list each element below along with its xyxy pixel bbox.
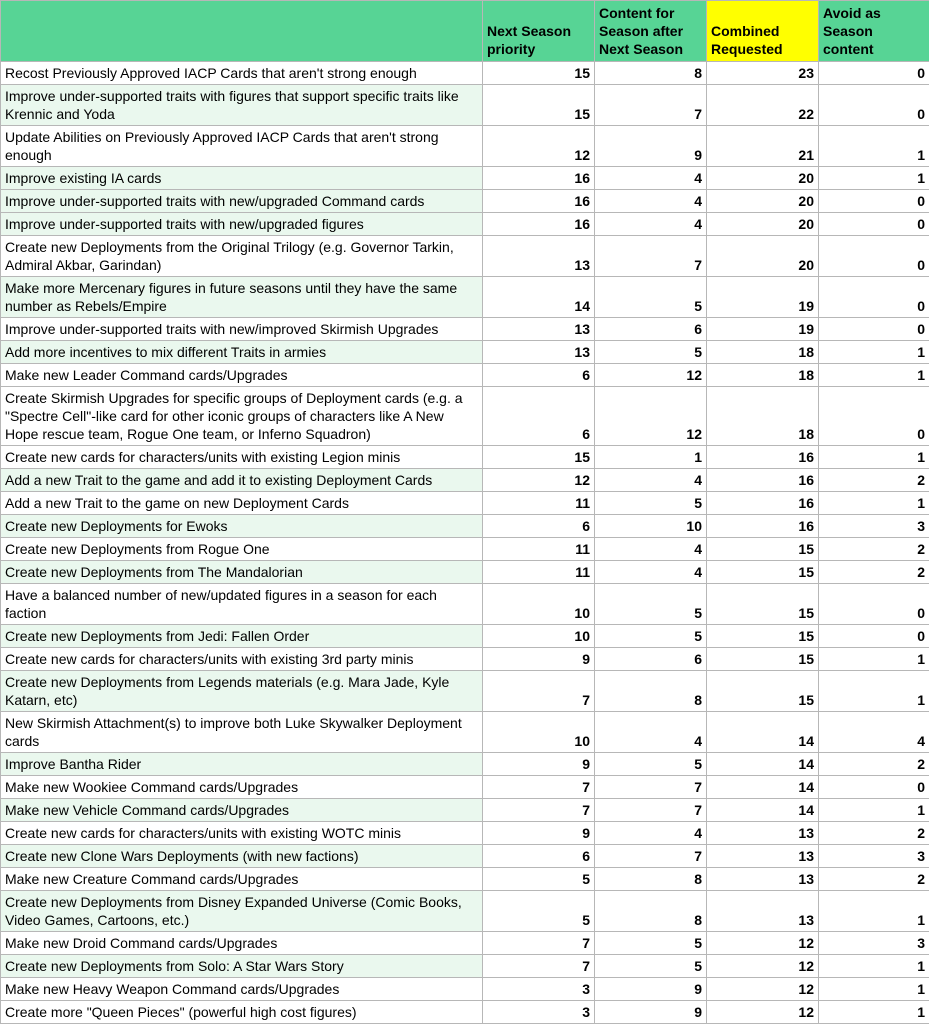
season-after-value: 5	[595, 753, 707, 776]
next-season-priority-value: 7	[483, 955, 595, 978]
next-season-priority-value: 9	[483, 753, 595, 776]
next-season-priority-value: 9	[483, 822, 595, 845]
next-season-priority-value: 16	[483, 167, 595, 190]
next-season-priority-value: 15	[483, 446, 595, 469]
header-cell-combined: Combined Requested	[707, 1, 819, 62]
table-row	[1, 932, 929, 955]
combined-requested-value: 23	[707, 62, 819, 85]
row-description: Improve under-supported traits with new/improved Skirmish Upgrades	[1, 318, 483, 341]
next-season-priority-value: 14	[483, 277, 595, 318]
table-row	[1, 236, 929, 277]
table-row	[1, 446, 929, 469]
row-description: Create new Deployments from Jedi: Fallen Order	[1, 625, 483, 648]
next-season-priority-value: 6	[483, 845, 595, 868]
avoid-value: 0	[819, 213, 929, 236]
avoid-value: 1	[819, 1001, 929, 1024]
combined-requested-value: 16	[707, 492, 819, 515]
avoid-value: 2	[819, 868, 929, 891]
avoid-value: 0	[819, 776, 929, 799]
season-after-value: 8	[595, 671, 707, 712]
row-description: Make new Creature Command cards/Upgrades	[1, 868, 483, 891]
season-after-value: 8	[595, 868, 707, 891]
avoid-value: 3	[819, 845, 929, 868]
avoid-value: 1	[819, 799, 929, 822]
table-row	[1, 364, 929, 387]
combined-requested-value: 13	[707, 845, 819, 868]
row-description: Create new Deployments from The Mandalorian	[1, 561, 483, 584]
season-after-value: 4	[595, 213, 707, 236]
row-description: Create more "Queen Pieces" (powerful high cost figures)	[1, 1001, 483, 1024]
avoid-value: 2	[819, 753, 929, 776]
table-row	[1, 868, 929, 891]
header-cell-description	[1, 1, 483, 62]
combined-requested-value: 16	[707, 446, 819, 469]
season-after-value: 8	[595, 891, 707, 932]
season-after-value: 5	[595, 277, 707, 318]
avoid-value: 1	[819, 648, 929, 671]
next-season-priority-value: 9	[483, 648, 595, 671]
season-after-value: 5	[595, 341, 707, 364]
combined-requested-value: 20	[707, 236, 819, 277]
table-row	[1, 978, 929, 1001]
table-row	[1, 492, 929, 515]
combined-requested-value: 20	[707, 167, 819, 190]
avoid-value: 0	[819, 85, 929, 126]
season-after-value: 7	[595, 799, 707, 822]
avoid-value: 3	[819, 932, 929, 955]
combined-requested-value: 12	[707, 955, 819, 978]
combined-requested-value: 19	[707, 318, 819, 341]
season-after-value: 9	[595, 126, 707, 167]
combined-requested-value: 15	[707, 625, 819, 648]
row-description: Make new Heavy Weapon Command cards/Upgrades	[1, 978, 483, 1001]
next-season-priority-value: 6	[483, 387, 595, 446]
combined-requested-value: 12	[707, 978, 819, 1001]
table-row	[1, 671, 929, 712]
table-row	[1, 845, 929, 868]
combined-requested-value: 18	[707, 341, 819, 364]
avoid-value: 1	[819, 446, 929, 469]
avoid-value: 3	[819, 515, 929, 538]
next-season-priority-value: 16	[483, 213, 595, 236]
table-row	[1, 318, 929, 341]
next-season-priority-value: 13	[483, 341, 595, 364]
combined-requested-value: 19	[707, 277, 819, 318]
row-description: Create new Deployments for Ewoks	[1, 515, 483, 538]
row-description: Create new Deployments from Legends materials (e.g. Mara Jade, Kyle Katarn, etc)	[1, 671, 483, 712]
next-season-priority-value: 3	[483, 1001, 595, 1024]
table-row	[1, 891, 929, 932]
row-description: Create Skirmish Upgrades for specific groups of Deployment cards (e.g. a "Spectre Cell"-like card for other iconic groups of characters like A New Hope rescue team, Rogue One team, or Inferno Squadron)	[1, 387, 483, 446]
row-description: Create new Deployments from Disney Expanded Universe (Comic Books, Video Games, Cartoons, etc.)	[1, 891, 483, 932]
avoid-value: 1	[819, 955, 929, 978]
combined-requested-value: 21	[707, 126, 819, 167]
header-cell-season-after: Content for Season after Next Season	[595, 1, 707, 62]
season-after-value: 1	[595, 446, 707, 469]
combined-requested-value: 15	[707, 648, 819, 671]
avoid-value: 0	[819, 277, 929, 318]
avoid-value: 2	[819, 469, 929, 492]
season-after-value: 7	[595, 776, 707, 799]
avoid-value: 1	[819, 978, 929, 1001]
combined-requested-value: 20	[707, 213, 819, 236]
next-season-priority-value: 10	[483, 712, 595, 753]
season-after-value: 9	[595, 1001, 707, 1024]
avoid-value: 1	[819, 341, 929, 364]
header-cell-next-season: Next Season priority	[483, 1, 595, 62]
row-description: New Skirmish Attachment(s) to improve both Luke Skywalker Deployment cards	[1, 712, 483, 753]
next-season-priority-value: 12	[483, 469, 595, 492]
row-description: Create new cards for characters/units with existing 3rd party minis	[1, 648, 483, 671]
next-season-priority-value: 13	[483, 236, 595, 277]
combined-requested-value: 16	[707, 515, 819, 538]
next-season-priority-value: 11	[483, 561, 595, 584]
table-row	[1, 799, 929, 822]
next-season-priority-value: 3	[483, 978, 595, 1001]
table-row	[1, 126, 929, 167]
row-description: Add more incentives to mix different Traits in armies	[1, 341, 483, 364]
table-row	[1, 776, 929, 799]
combined-requested-value: 12	[707, 1001, 819, 1024]
season-after-value: 4	[595, 822, 707, 845]
next-season-priority-value: 7	[483, 932, 595, 955]
season-after-value: 4	[595, 190, 707, 213]
combined-requested-value: 12	[707, 932, 819, 955]
avoid-value: 0	[819, 625, 929, 648]
table-row	[1, 712, 929, 753]
avoid-value: 2	[819, 822, 929, 845]
season-after-value: 6	[595, 318, 707, 341]
season-after-value: 4	[595, 167, 707, 190]
next-season-priority-value: 10	[483, 584, 595, 625]
combined-requested-value: 18	[707, 364, 819, 387]
combined-requested-value: 18	[707, 387, 819, 446]
row-description: Make new Leader Command cards/Upgrades	[1, 364, 483, 387]
season-after-value: 5	[595, 492, 707, 515]
row-description: Improve Bantha Rider	[1, 753, 483, 776]
season-after-value: 5	[595, 625, 707, 648]
avoid-value: 1	[819, 167, 929, 190]
table-row	[1, 648, 929, 671]
season-after-value: 5	[595, 955, 707, 978]
row-description: Make more Mercenary figures in future seasons until they have the same number as Rebels/Empire	[1, 277, 483, 318]
table-row	[1, 85, 929, 126]
table-row	[1, 62, 929, 85]
next-season-priority-value: 11	[483, 492, 595, 515]
avoid-value: 0	[819, 584, 929, 625]
combined-requested-value: 16	[707, 469, 819, 492]
row-description: Recost Previously Approved IACP Cards that aren't strong enough	[1, 62, 483, 85]
table-row	[1, 469, 929, 492]
row-description: Create new Deployments from the Original Trilogy (e.g. Governor Tarkin, Admiral Akbar, Garindan)	[1, 236, 483, 277]
row-description: Have a balanced number of new/updated figures in a season for each faction	[1, 584, 483, 625]
next-season-priority-value: 7	[483, 799, 595, 822]
combined-requested-value: 20	[707, 190, 819, 213]
combined-requested-value: 15	[707, 561, 819, 584]
row-description: Add a new Trait to the game and add it to existing Deployment Cards	[1, 469, 483, 492]
next-season-priority-value: 11	[483, 538, 595, 561]
next-season-priority-value: 16	[483, 190, 595, 213]
next-season-priority-value: 15	[483, 62, 595, 85]
avoid-value: 0	[819, 190, 929, 213]
avoid-value: 0	[819, 387, 929, 446]
header-cell-avoid: Avoid as Season content	[819, 1, 929, 62]
season-after-value: 4	[595, 712, 707, 753]
season-after-value: 8	[595, 62, 707, 85]
avoid-value: 0	[819, 236, 929, 277]
combined-requested-value: 22	[707, 85, 819, 126]
table-row	[1, 213, 929, 236]
avoid-value: 1	[819, 891, 929, 932]
season-after-value: 6	[595, 648, 707, 671]
avoid-value: 2	[819, 561, 929, 584]
table-row	[1, 753, 929, 776]
table-row	[1, 387, 929, 446]
season-after-value: 7	[595, 85, 707, 126]
row-description: Create new cards for characters/units with existing WOTC minis	[1, 822, 483, 845]
combined-requested-value: 13	[707, 891, 819, 932]
season-after-value: 4	[595, 538, 707, 561]
row-description: Create new cards for characters/units with existing Legion minis	[1, 446, 483, 469]
next-season-priority-value: 7	[483, 671, 595, 712]
combined-requested-value: 15	[707, 671, 819, 712]
row-description: Improve under-supported traits with figures that support specific traits like Krennic and Yoda	[1, 85, 483, 126]
avoid-value: 1	[819, 671, 929, 712]
avoid-value: 1	[819, 364, 929, 387]
avoid-value: 1	[819, 492, 929, 515]
table-row	[1, 584, 929, 625]
avoid-value: 1	[819, 126, 929, 167]
combined-requested-value: 15	[707, 538, 819, 561]
row-description: Make new Vehicle Command cards/Upgrades	[1, 799, 483, 822]
season-after-value: 10	[595, 515, 707, 538]
season-after-value: 12	[595, 364, 707, 387]
row-description: Create new Clone Wars Deployments (with new factions)	[1, 845, 483, 868]
table-row	[1, 561, 929, 584]
next-season-priority-value: 7	[483, 776, 595, 799]
combined-requested-value: 13	[707, 868, 819, 891]
row-description: Improve under-supported traits with new/upgraded figures	[1, 213, 483, 236]
next-season-priority-value: 10	[483, 625, 595, 648]
season-after-value: 4	[595, 561, 707, 584]
row-description: Update Abilities on Previously Approved IACP Cards that aren't strong enough	[1, 126, 483, 167]
row-description: Add a new Trait to the game on new Deployment Cards	[1, 492, 483, 515]
avoid-value: 2	[819, 538, 929, 561]
season-after-value: 5	[595, 584, 707, 625]
combined-requested-value: 15	[707, 584, 819, 625]
next-season-priority-value: 12	[483, 126, 595, 167]
table-row	[1, 538, 929, 561]
avoid-value: 4	[819, 712, 929, 753]
next-season-priority-value: 6	[483, 364, 595, 387]
season-after-value: 7	[595, 845, 707, 868]
next-season-priority-value: 6	[483, 515, 595, 538]
row-description: Make new Wookiee Command cards/Upgrades	[1, 776, 483, 799]
table-row	[1, 955, 929, 978]
season-after-value: 7	[595, 236, 707, 277]
next-season-priority-value: 15	[483, 85, 595, 126]
table-row	[1, 190, 929, 213]
table-row	[1, 1001, 929, 1024]
row-description: Create new Deployments from Rogue One	[1, 538, 483, 561]
combined-requested-value: 13	[707, 822, 819, 845]
next-season-priority-value: 5	[483, 891, 595, 932]
season-after-value: 5	[595, 932, 707, 955]
row-description: Improve under-supported traits with new/upgraded Command cards	[1, 190, 483, 213]
row-description: Make new Droid Command cards/Upgrades	[1, 932, 483, 955]
next-season-priority-value: 13	[483, 318, 595, 341]
table-row	[1, 277, 929, 318]
season-after-value: 12	[595, 387, 707, 446]
combined-requested-value: 14	[707, 753, 819, 776]
header-row	[1, 1, 929, 62]
table-row	[1, 625, 929, 648]
table-row	[1, 822, 929, 845]
avoid-value: 0	[819, 318, 929, 341]
table-row	[1, 341, 929, 364]
combined-requested-value: 14	[707, 799, 819, 822]
combined-requested-value: 14	[707, 776, 819, 799]
season-after-value: 4	[595, 469, 707, 492]
table-row	[1, 515, 929, 538]
combined-requested-value: 14	[707, 712, 819, 753]
season-after-value: 9	[595, 978, 707, 1001]
next-season-priority-value: 5	[483, 868, 595, 891]
row-description: Improve existing IA cards	[1, 167, 483, 190]
row-description: Create new Deployments from Solo: A Star Wars Story	[1, 955, 483, 978]
avoid-value: 0	[819, 62, 929, 85]
table-row	[1, 167, 929, 190]
